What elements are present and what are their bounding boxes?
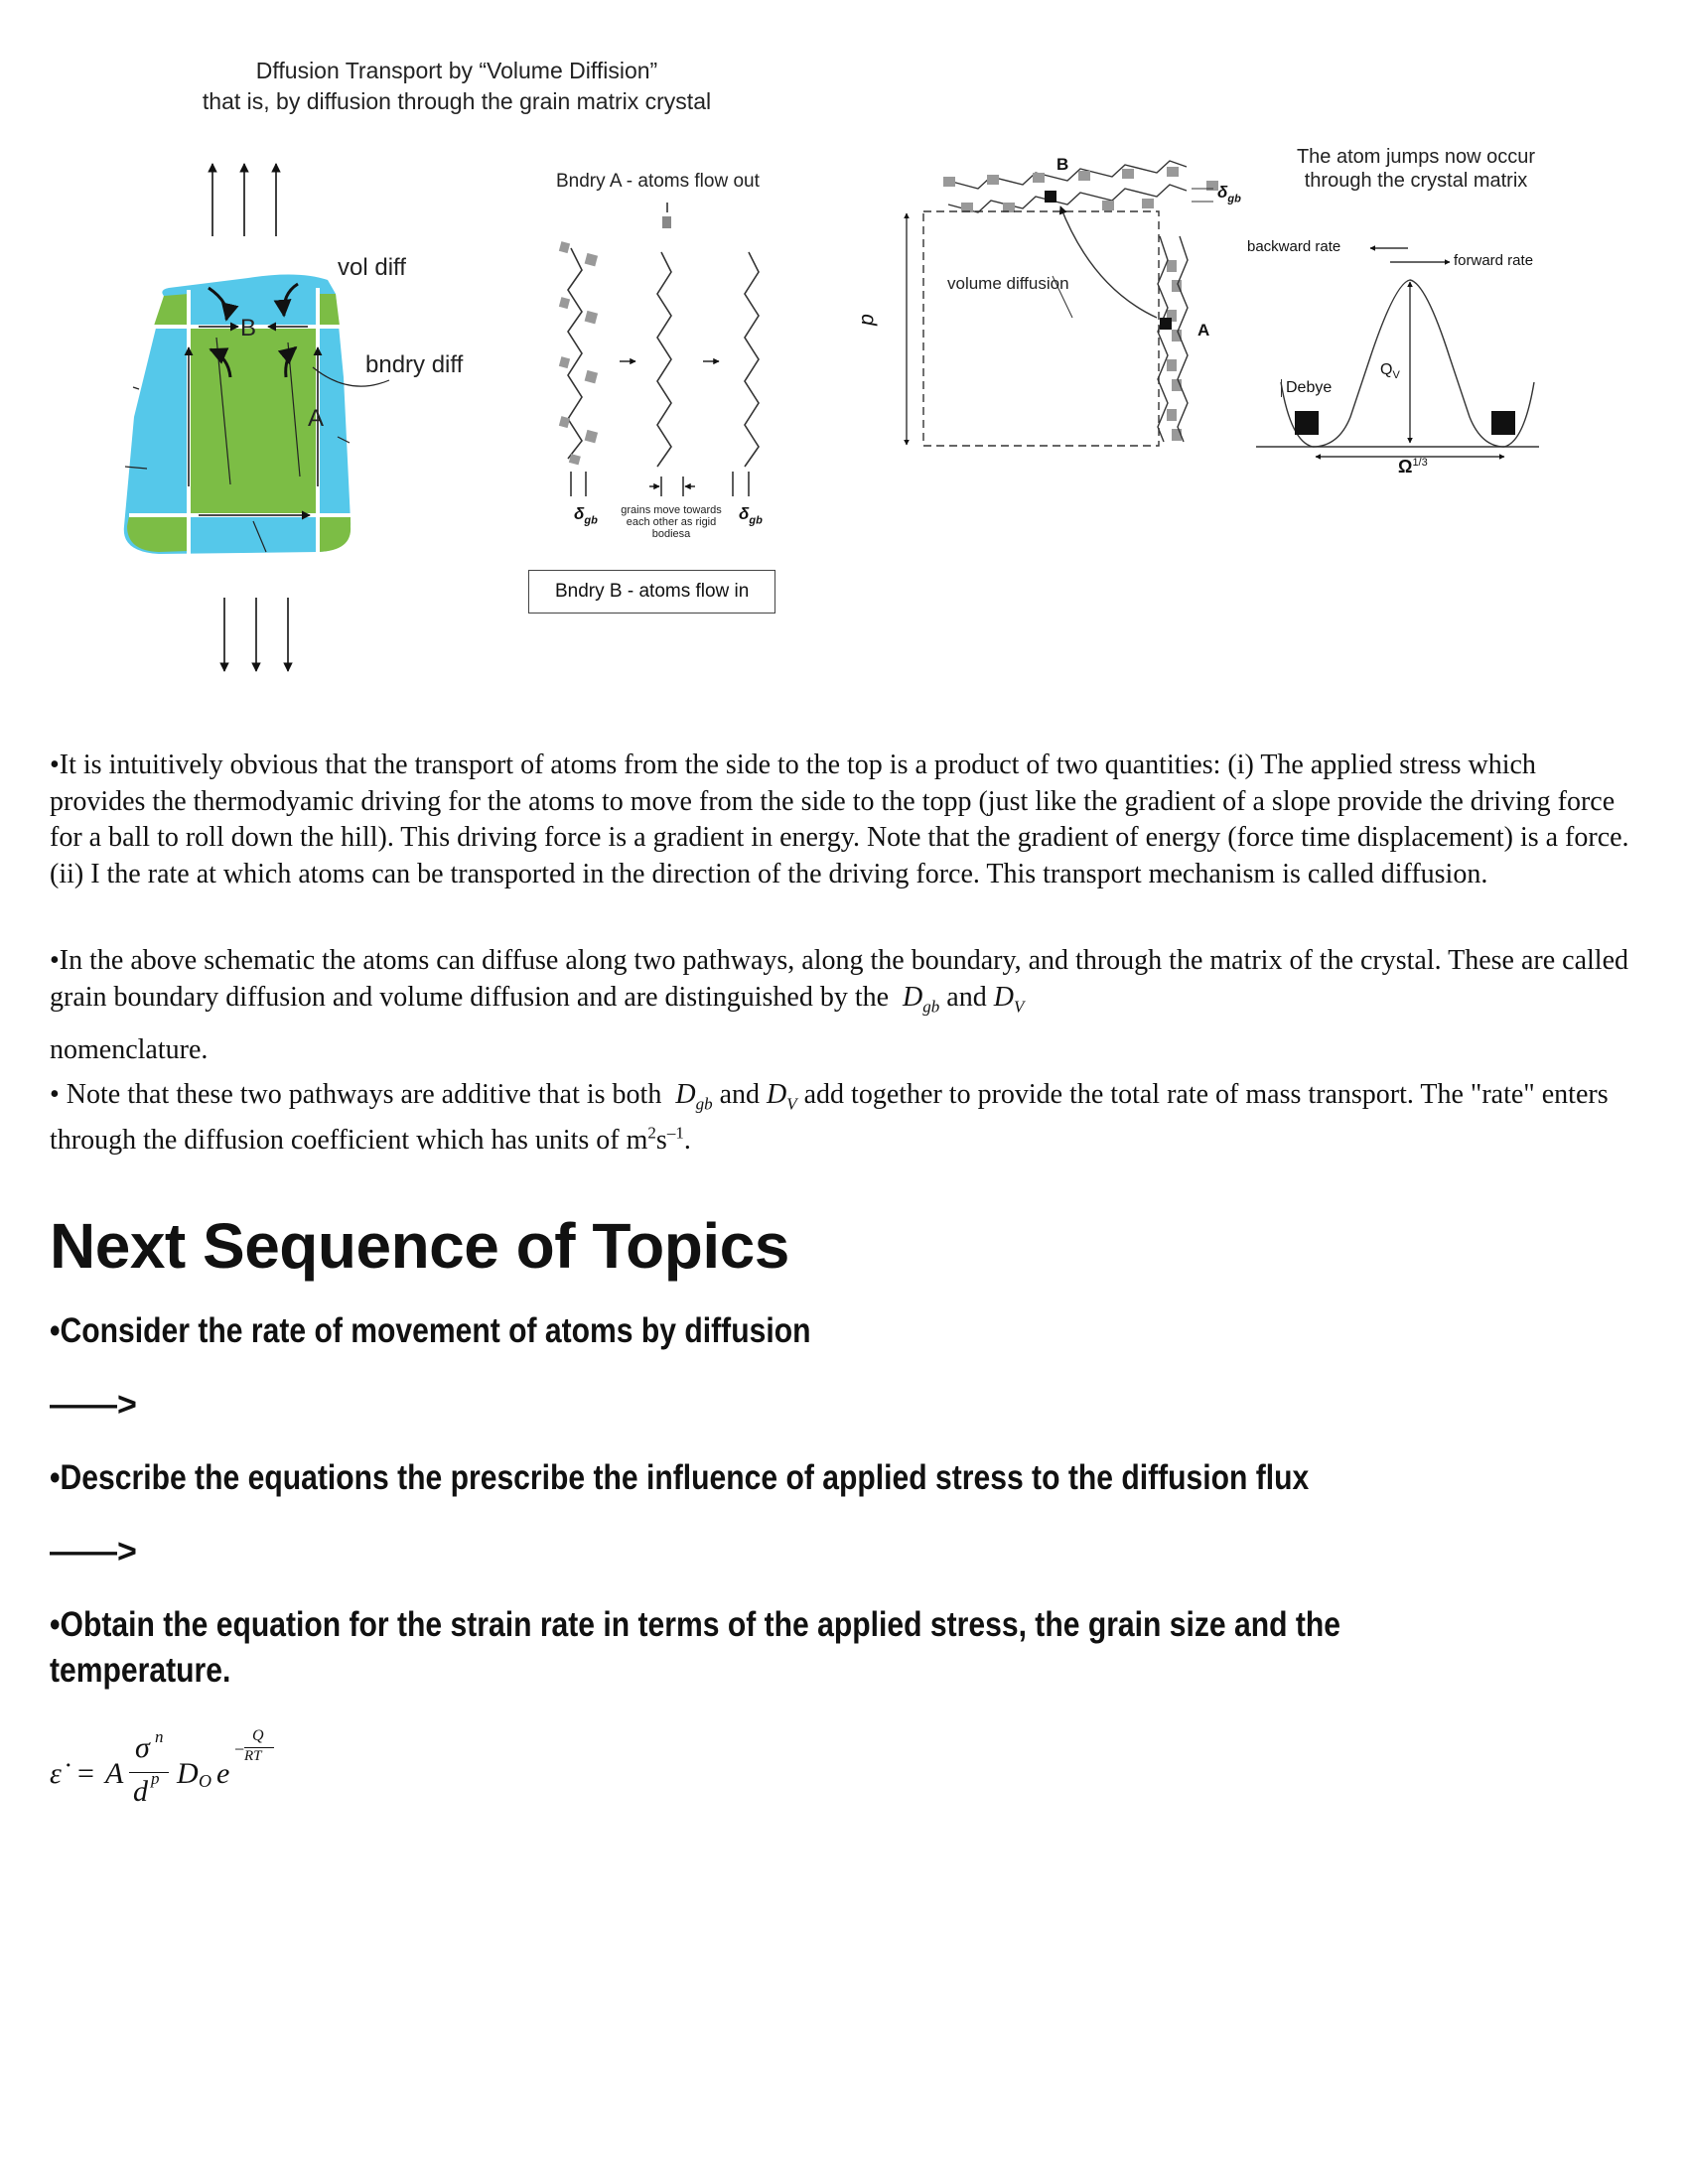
energy-title-line1: The atom jumps now occur xyxy=(1296,146,1536,168)
vol-label-d: d xyxy=(856,314,880,326)
paragraph-3 xyxy=(50,1077,1638,1160)
qv-symbol: Q xyxy=(1380,361,1393,378)
grain-label-A: A xyxy=(308,405,325,432)
figure-title-line2: that is, by diffusion through the grain matrix crystal xyxy=(202,88,712,114)
stress-arrows-bottom xyxy=(224,598,288,671)
eq-e: e xyxy=(216,1757,230,1790)
p3-mid: add together to provide the total rate of mass transport. The "rate" enters through the diffusion coefficient which has units of m xyxy=(50,1079,1609,1157)
omega-label xyxy=(1398,457,1428,478)
eq-D: D xyxy=(177,1757,199,1790)
delta-sub: gb xyxy=(1227,193,1241,205)
eq-equals: = xyxy=(77,1757,94,1790)
gb-sub: gb xyxy=(922,997,940,1017)
eq-O: O xyxy=(199,1771,211,1791)
strain-rate-equation xyxy=(50,1727,308,1817)
boundary-diagram xyxy=(559,203,759,496)
corner-grain-tr xyxy=(318,294,340,326)
energy-title xyxy=(1283,145,1549,193)
d-letter: D xyxy=(675,1079,696,1110)
topic-3 xyxy=(50,1602,1399,1694)
v-sub: V xyxy=(786,1094,797,1114)
volume-diffusion-label: volume diffusion xyxy=(947,274,1069,293)
omega-sup: 1/3 xyxy=(1412,457,1428,469)
eq-minus: − xyxy=(234,1739,245,1759)
bndry-diff-label: bndry diff xyxy=(365,351,464,378)
p2-and: and xyxy=(946,981,987,1013)
energy-diagram xyxy=(1256,248,1539,457)
p2-text: •In the above schematic the atoms can diffuse along two pathways, along the boundary, and through the matrix of the crystal. These are called grain boundary diffusion and volume diffusion and are distinguished by the xyxy=(50,945,1628,1013)
central-grain xyxy=(191,328,316,514)
figure-title-line1: Dffusion Transport by “Volume Diffision” xyxy=(255,58,658,83)
eq-A: A xyxy=(105,1757,124,1790)
arrow-1: ——> xyxy=(50,1386,137,1424)
delta-symbol: δ xyxy=(574,504,585,523)
eq-RT: RT xyxy=(244,1748,262,1764)
vol-diff-label: vol diff xyxy=(338,254,406,281)
qv-label xyxy=(1380,361,1400,381)
delta-gb-left xyxy=(574,504,598,526)
qv-sub: V xyxy=(1392,369,1400,382)
paragraph-2 xyxy=(50,943,1638,1075)
figure-graphics xyxy=(0,0,1688,695)
delta-symbol: δ xyxy=(1217,183,1228,202)
p3-s: s xyxy=(655,1125,667,1157)
grain-diagram xyxy=(124,164,389,671)
eq-d: d xyxy=(133,1775,148,1808)
topic-3-line1: •Obtain the equation for the strain rate in terms of the applied stress, the grain size and the xyxy=(50,1605,1341,1644)
corner-grain-tl xyxy=(154,294,189,326)
d-letter: D xyxy=(767,1079,787,1110)
grain-label-B: B xyxy=(240,315,257,341)
eq-epsdot: ε̇ xyxy=(50,1757,62,1790)
paragraph-1: •It is intuitively obvious that the transport of atoms from the side to the top is a product of two quantities: (i) The applied stress which provides the thermodyamic driving for the atoms to move from the side to the topp (just like the gradient of a slope provide the driving force for a ball to roll down the hill). This driving force is a gradient in energy. Note that the gradient of energy (force time displacement) is a force. (ii) I the rate at which atoms can be transported in the direction of the driving force. This transport mechanism is called diffusion. xyxy=(50,750,1629,889)
p2-end: nomenclature. xyxy=(50,1033,209,1065)
stress-arrows-top xyxy=(212,164,276,236)
vol-label-A: A xyxy=(1197,321,1210,340)
arrow-2: ——> xyxy=(50,1533,137,1570)
next-sequence-heading: Next Sequence of Topics xyxy=(50,1210,789,1282)
energy-title-line2: through the crystal matrix xyxy=(1304,170,1528,192)
d-gb-symbol xyxy=(668,1079,713,1114)
p3-end: . xyxy=(683,1125,691,1157)
corner-grain-br xyxy=(318,516,351,552)
forward-rate-label: forward rate xyxy=(1454,252,1534,269)
vol-delta-gb xyxy=(1217,183,1241,205)
omega-symbol: Ω xyxy=(1398,457,1413,477)
bndry-b-label: Bndry B - atoms flow in xyxy=(528,570,775,614)
delta-gb-right xyxy=(739,504,763,526)
d-v-symbol xyxy=(993,981,1025,1017)
delta-symbol: δ xyxy=(739,504,750,523)
d-letter: D xyxy=(903,981,923,1013)
topic-3-line2: temperature. xyxy=(50,1651,231,1690)
debye-label: Debye xyxy=(1281,379,1332,397)
delta-sub: gb xyxy=(584,514,598,527)
topic-2: •Describe the equations the prescribe the influence of applied stress to the diffusion flux xyxy=(50,1458,1310,1497)
v-sub: V xyxy=(1013,997,1025,1017)
topic-1: •Consider the rate of movement of atoms by diffusion xyxy=(50,1311,811,1350)
p3-and: and xyxy=(719,1079,760,1110)
eq-fraction-bar xyxy=(129,1772,169,1773)
d-letter: D xyxy=(993,981,1014,1013)
backward-rate-label: backward rate xyxy=(1247,238,1341,255)
d-gb-symbol xyxy=(896,981,940,1017)
p3-sup1: 2 xyxy=(647,1123,656,1143)
gb-sub: gb xyxy=(695,1094,713,1114)
eq-p: p xyxy=(151,1769,160,1788)
bndry-a-label: Bndry A - atoms flow out xyxy=(556,171,760,192)
eq-n: n xyxy=(155,1727,164,1746)
p3-text: • Note that these two pathways are additive that is both xyxy=(50,1079,662,1110)
grains-move-note: grains move towards each other as rigid bodiesa xyxy=(621,504,722,540)
volume-diffusion-diagram xyxy=(907,161,1218,446)
delta-sub: gb xyxy=(749,514,763,527)
p3-sup2: –1 xyxy=(666,1123,684,1143)
eq-Q: Q xyxy=(252,1727,264,1744)
vol-label-B: B xyxy=(1056,155,1069,174)
d-v-symbol xyxy=(767,1079,797,1114)
eq-sigma: σ xyxy=(135,1731,150,1764)
